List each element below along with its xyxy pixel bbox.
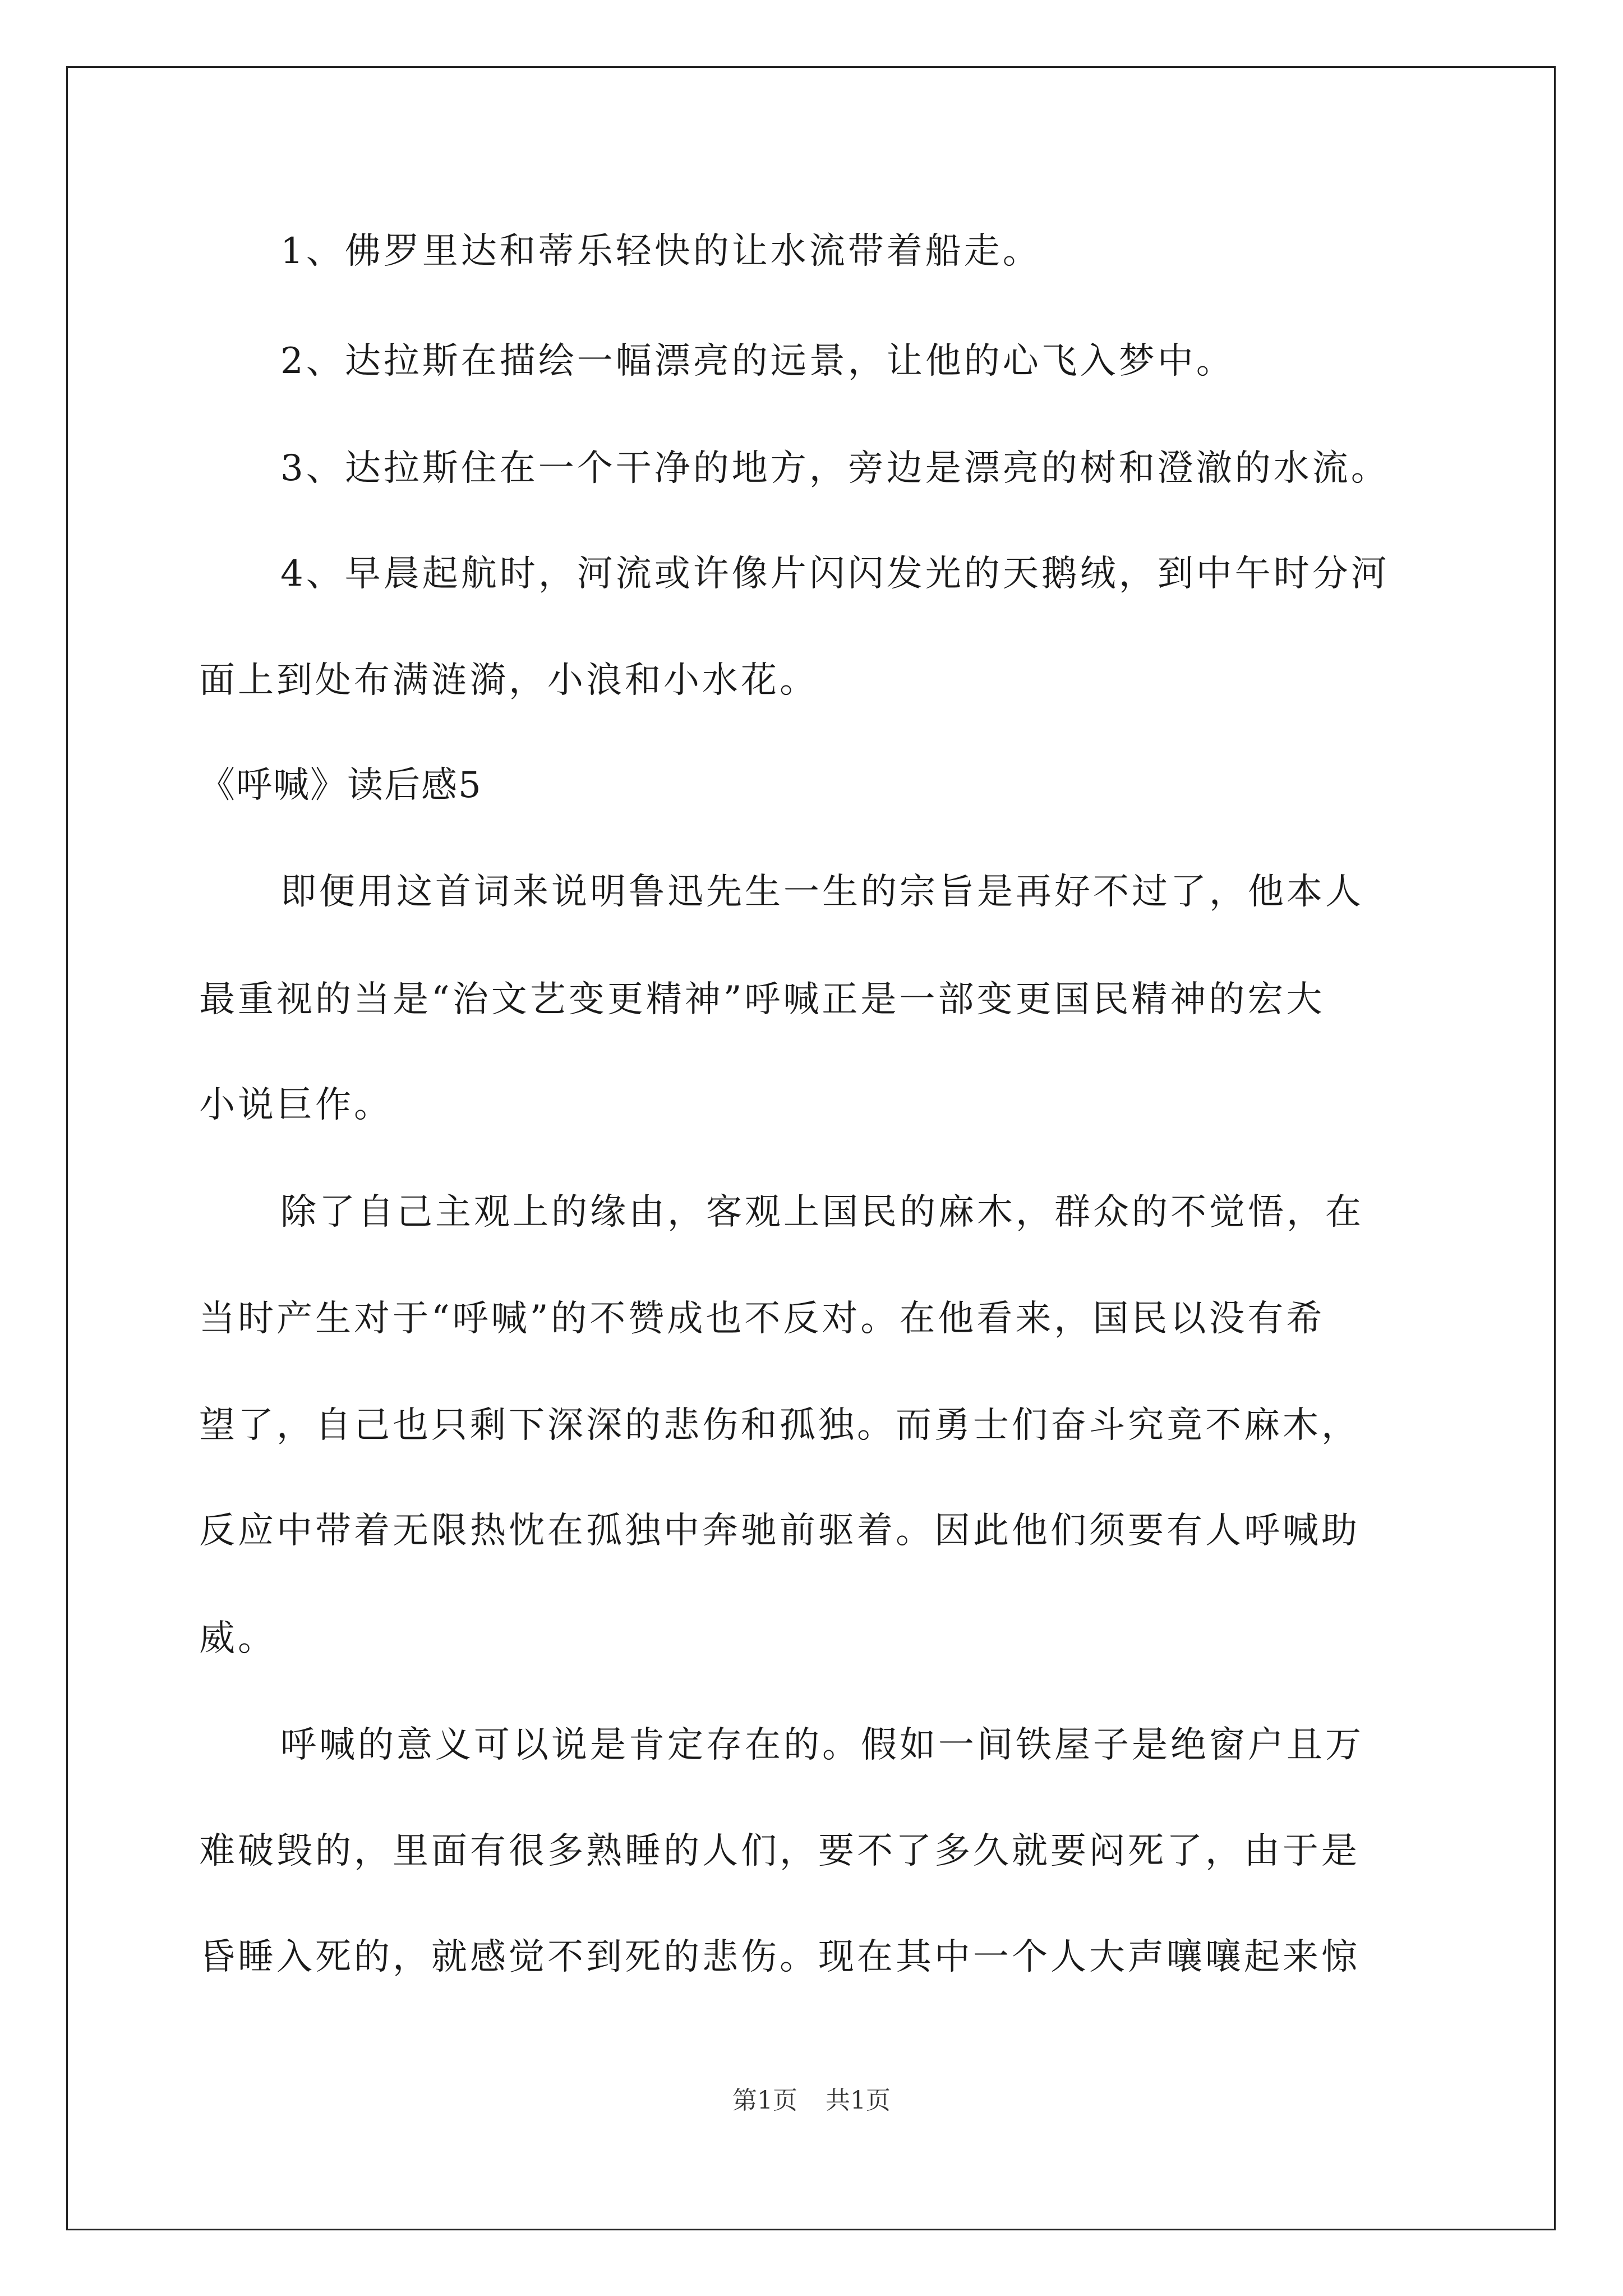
paragraph-line: 反应中带着无限热忱在孤独中奔驰前驱着。因此他们须要有人呼喊助	[199, 1510, 1360, 1552]
list-item-4: 4、早晨起航时，河流或许像片闪闪发光的天鹅绒，到中午时分河	[280, 553, 1390, 595]
page-total: 共1页	[826, 2086, 891, 2115]
paragraph-line: 望了，自己也只剩下深深的悲伤和孤独。而勇士们奋斗究竟不麻木，	[199, 1405, 1360, 1446]
page-number: 第1页	[732, 2086, 797, 2115]
paragraph-line: 呼喊的意义可以说是肯定存在的。假如一间铁屋子是绝窗户且万	[280, 1724, 1364, 1766]
page-footer	[0, 2084, 1623, 2118]
paragraph-line: 小说巨作。	[199, 1084, 393, 1126]
list-item-1: 1、佛罗里达和蒂乐轻快的让水流带着船走。	[280, 231, 1041, 272]
list-item-2: 2、达拉斯在描绘一幅漂亮的远景，让他的心飞入梦中。	[280, 341, 1235, 382]
list-item-4-cont: 面上到处布满涟漪，小浪和小水花。	[199, 660, 818, 701]
list-item-3: 3、达拉斯住在一个干净的地方，旁边是漂亮的树和澄澈的水流。	[280, 448, 1390, 489]
paragraph-line: 昏睡入死的，就感觉不到死的悲伤。现在其中一个人大声嚷嚷起来惊	[199, 1936, 1360, 1978]
paragraph-line: 即便用这首词来说明鲁迅先生一生的宗旨是再好不过了，他本人	[280, 871, 1364, 913]
paragraph-line: 最重视的当是“治文艺变更精神”呼喊正是一部变更国民精神的宏大	[199, 979, 1325, 1020]
page-border	[66, 66, 1556, 2230]
paragraph-line: 当时产生对于“呼喊”的不赞成也不反对。在他看来，国民以没有希	[199, 1298, 1325, 1340]
section-heading: 《呼喊》读后感5	[199, 765, 482, 806]
paragraph-line: 威。	[199, 1618, 276, 1659]
paragraph-line: 除了自己主观上的缘由，客观上国民的麻木，群众的不觉悟，在	[280, 1191, 1364, 1233]
paragraph-line: 难破毁的，里面有很多熟睡的人们，要不了多久就要闷死了，由于是	[199, 1830, 1360, 1872]
